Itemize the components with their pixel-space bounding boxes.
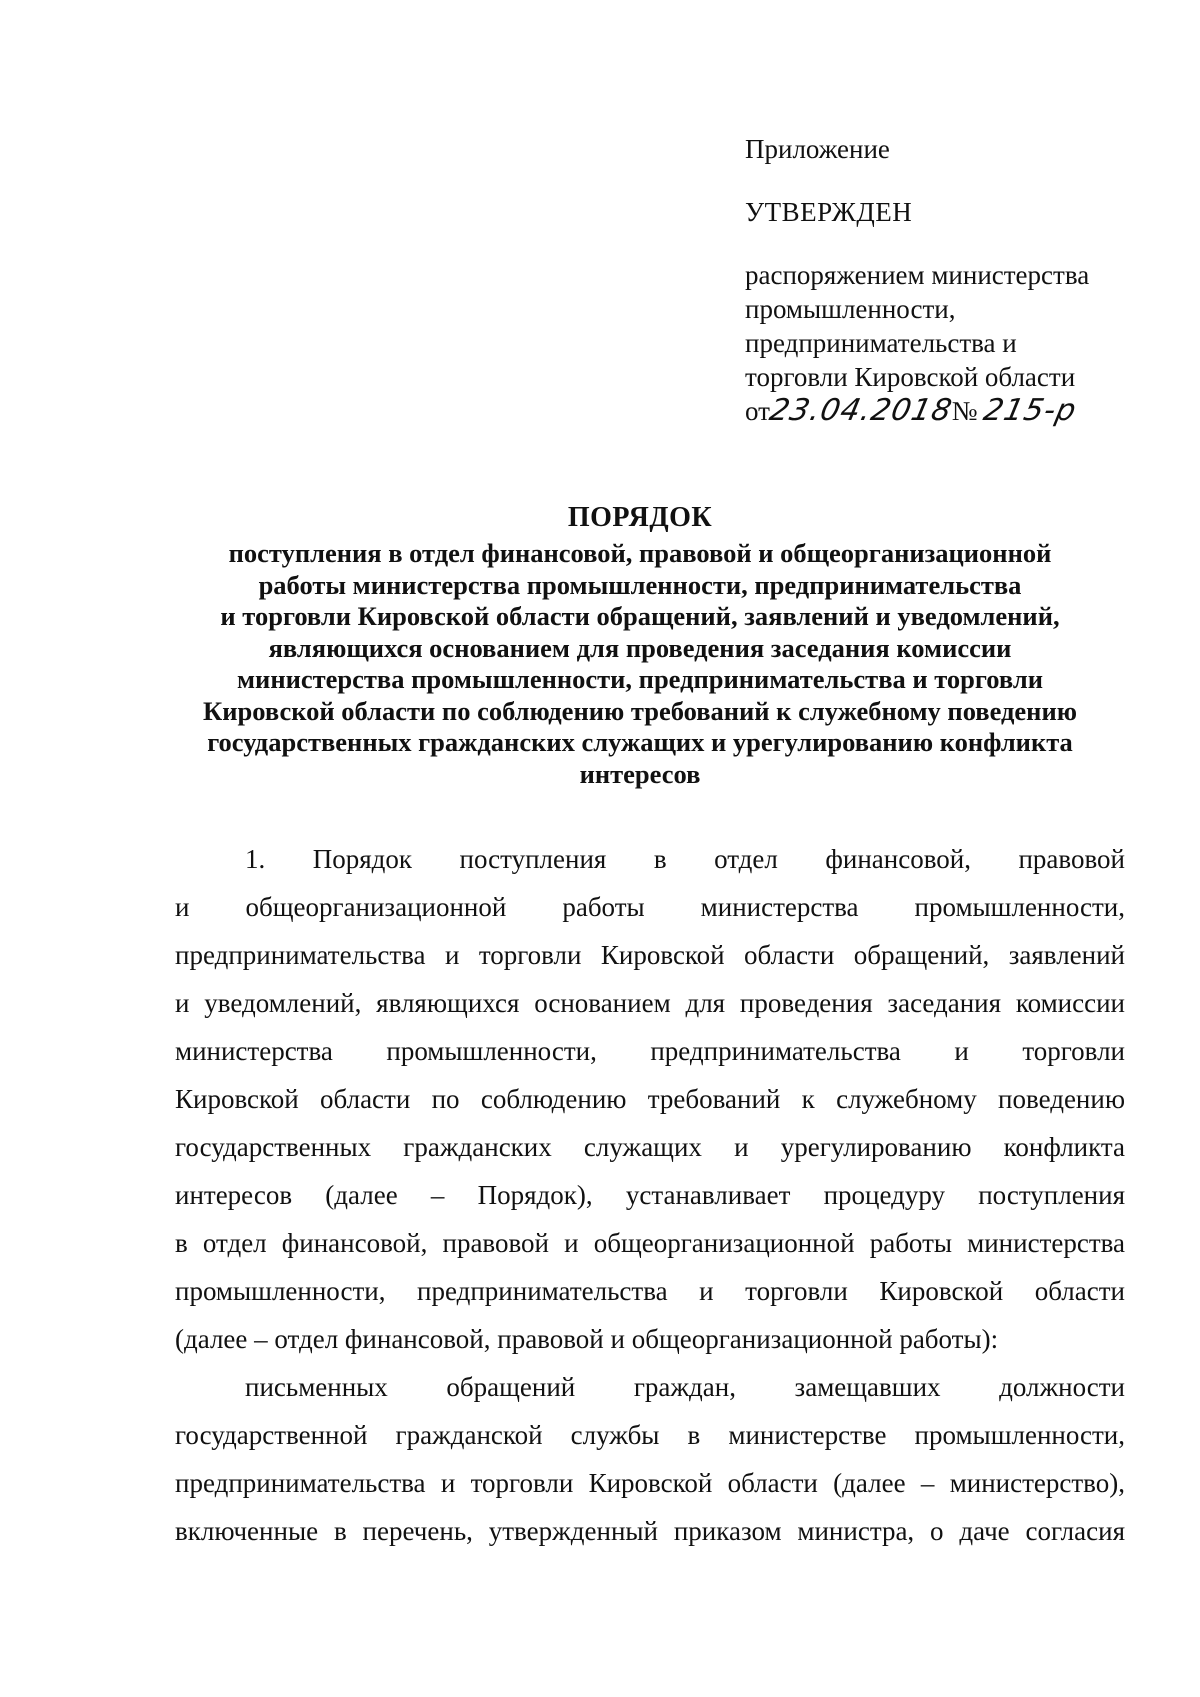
date-number-line <box>745 394 1125 428</box>
number-prefix: № <box>951 396 978 426</box>
subtitle-line-4: являющихся основанием для проведения заседания комиссии <box>268 632 1012 663</box>
handwritten-number: 215-р <box>980 393 1081 428</box>
subtitle-line-6: Кировской области по соблюдению требований к служебному поведению <box>203 695 1077 726</box>
paragraph-2 <box>175 1363 1125 1555</box>
paragraph-2-line: предпринимательства и торговли Кировской области (далее – министерство), <box>175 1468 1125 1498</box>
paragraph-1-line: предпринимательства и торговли Кировской области обращений, заявлений <box>175 940 1125 970</box>
paragraph-1-line: министерства промышленности, предпринимательства и торговли <box>175 1036 1125 1066</box>
subtitle-line-2: работы министерства промышленности, предпринимательства <box>258 569 1022 600</box>
authority-line-1: распоряжением министерства <box>745 260 1090 290</box>
authority-line-3: предпринимательства и <box>745 328 1017 358</box>
paragraph-1-line: промышленности, предпринимательства и торговли Кировской области <box>175 1276 1125 1306</box>
approval-block <box>745 132 1125 428</box>
date-prefix: от <box>745 396 770 426</box>
annex-label: Приложение <box>745 134 890 164</box>
paragraph-1-line: и уведомлений, являющихся основанием для проведения заседания комиссии <box>175 988 1125 1018</box>
subtitle-line-7: государственных гражданских служащих и урегулированию конфликта <box>207 727 1073 757</box>
subtitle-line-8: интересов <box>579 758 701 789</box>
paragraph-1-line: в отдел финансовой, правовой и общеорганизационной работы министерства <box>175 1228 1125 1258</box>
authority-line-2: промышленности, <box>745 294 956 324</box>
paragraph-1 <box>175 835 1125 1363</box>
paragraph-1-line: (далее – отдел финансовой, правовой и общеорганизационной работы): <box>175 1324 999 1354</box>
body-text <box>175 835 1125 1555</box>
subtitle-line-3: и торговли Кировской области обращений, заявлений и уведомлений, <box>220 601 1060 631</box>
paragraph-1-line: интересов (далее – Порядок), устанавливает процедуру поступления <box>175 1180 1125 1210</box>
document-title-block <box>165 502 1115 790</box>
subtitle-line-1: поступления в отдел финансовой, правовой и общеорганизационной <box>228 538 1052 568</box>
paragraph-1-line: Кировской области по соблюдению требований к служебному поведению <box>175 1084 1125 1114</box>
paragraph-2-line: государственной гражданской службы в министерстве промышленности, <box>175 1420 1125 1450</box>
paragraph-2-line: включенные в перечень, утвержденный приказом министра, о даче согласия <box>175 1516 1125 1546</box>
paragraph-1-line: и общеорганизационной работы министерства промышленности, <box>175 892 1125 922</box>
paragraph-1-line: 1. Порядок поступления в отдел финансовой, правовой <box>245 844 1125 874</box>
approved-label: УТВЕРЖДЕН <box>745 197 913 227</box>
subtitle-line-5: министерства промышленности, предпринимательства и торговли <box>237 664 1043 694</box>
document-title: ПОРЯДОК <box>567 502 713 533</box>
paragraph-1-line: государственных гражданских служащих и урегулированию конфликта <box>175 1132 1125 1162</box>
authority-line-4: торговли Кировской области <box>745 362 1076 392</box>
handwritten-date: 23.04.2018 <box>766 393 956 428</box>
paragraph-2-line: письменных обращений граждан, замещавших должности <box>245 1372 1125 1402</box>
